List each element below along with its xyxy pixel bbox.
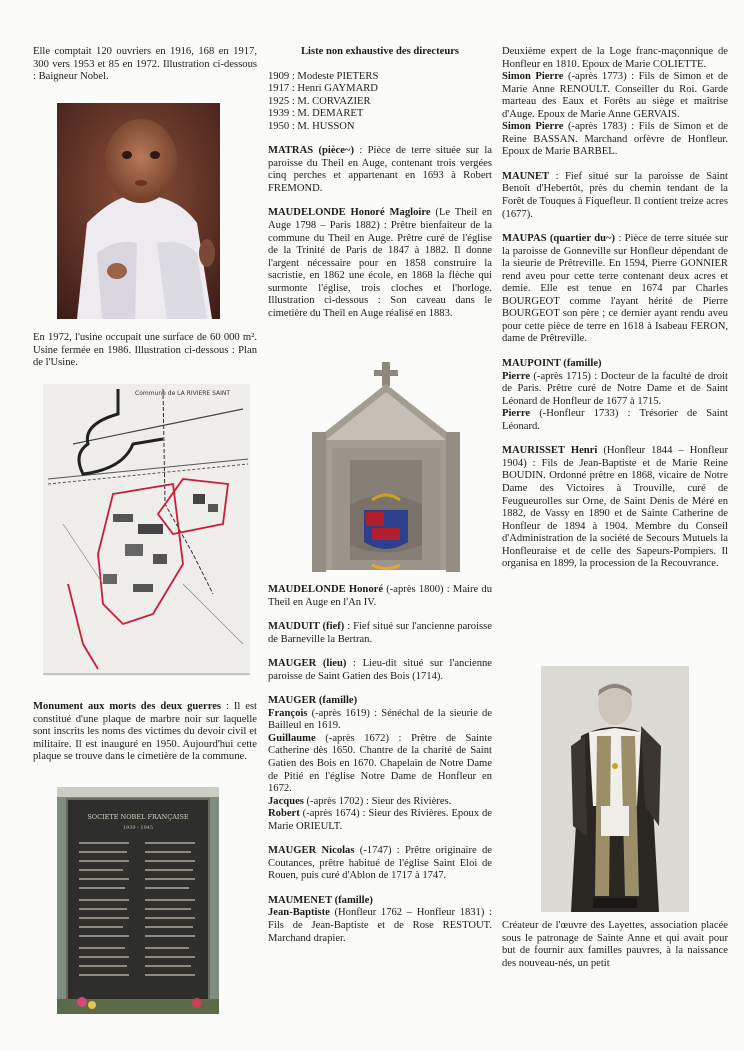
- monument-title: Monument aux morts des deux guerres: [33, 701, 222, 712]
- member-name: Simon Pierre: [502, 121, 564, 133]
- entry-text: (-1747) : Prêtre originaire de Coutances, prêtre habitué de l'église Saint Eloi de Rouen, puis curé d'Ablon de 1717 à 1747.: [268, 845, 492, 882]
- createur-paragraph: Créateur de l'œuvre des Layettes, association placée sous le patronage de Sainte Anne et qui avait pour but de fournir aux familles pauvres, à la naissance des nouveau-nés, un petit: [502, 920, 728, 969]
- entry-mauger-nicolas: [268, 845, 492, 883]
- continued-entry: Deuxième expert de la Loge franc-maçonnique de Honfleur en 1810. Epoux de Marie COLIETTE.: [502, 46, 728, 70]
- member-text: (-après 1783) : Fils de Simon et de Reine BASSAN. Marchand orfèvre de Honfleur. Epoux de Marie BARBEL.: [502, 121, 728, 158]
- family-member: [502, 371, 728, 409]
- factory-paragraph: Elle comptait 120 ouvriers en 1916, 168 en 1917, 300 vers 1953 et 85 en 1972. Illustration ci-dessous : Baigneur Nobel.: [33, 46, 257, 83]
- entry-maudelonde-magloire: [268, 207, 492, 320]
- director-item: 1917 : Henri GAYMARD: [268, 83, 378, 95]
- member-name: Jacques: [268, 795, 304, 807]
- column-right: [502, 46, 728, 571]
- director-item: 1925 : M. CORVAZIER: [268, 95, 371, 107]
- column-left: [33, 46, 257, 84]
- entry-title: MAUDUIT (fief): [268, 621, 345, 633]
- member-name: Guillaume: [268, 732, 316, 744]
- member-text: (-après 1773) : Fils de Simon et de Marie Anne RENOULT. Conseiller du Roi. Garde marteau des Eaux et Forêts au siège et maîtrise d'Auge. Epoux de Marie Anne GERVAIS.: [502, 71, 728, 120]
- member-name: Robert: [268, 808, 300, 820]
- entry-maudelonde-honore: [268, 584, 492, 609]
- member-name: Jean-Baptiste: [268, 907, 330, 919]
- entry-title: MAUNET: [502, 170, 550, 182]
- entry-maupas: [502, 233, 728, 346]
- entry-text: (-après 1800) : Maire du Theil en Auge en l'An IV.: [268, 584, 493, 608]
- factory-plan-map: [43, 384, 250, 676]
- entry-mauger-lieu: [268, 658, 492, 683]
- entry-text: : Fief situé sur l'ancienne paroisse de Barneville la Bertran.: [268, 621, 492, 645]
- member-text: (-après 1672) : Prêtre de Sainte Catherine dès 1650. Chantre de la charité de Saint Gatien des Bois en 1670. Chapelain de Notre Dame de Pitié en l'église Notre Dame de Honfleur en 1672.: [268, 732, 492, 795]
- maurisset-portrait: [541, 666, 689, 912]
- baigneur-doll-photo: [57, 103, 220, 319]
- entry-text: (Honfleur 1844 – Honfleur 1904) : Fils de Jean-Baptiste et de Marie Reine BOUDIN. Ordonné prêtre en 1868, vicaire de Notre Dame des Victoires à Trouville, curé de Feugueurolles sur Orne, de Saint Denis de Méré en 1882, de Vassy en 1890 et de Sainte Catherine de Honfleur de 1894 à 1904. Membre du Conseil d'Administration de la société de Secours Mutuels la Honfleuraise et de celle des Sapeurs-Pompiers. Il organisa en 1899, la procession de la Recouvrance.: [502, 445, 728, 570]
- entry-matras: [268, 145, 492, 195]
- member-text: (-Honfleur 1733) : Trésorier de Saint Léonard.: [502, 408, 728, 432]
- column-middle-lower: [268, 584, 492, 945]
- caveau-photo: [312, 360, 460, 575]
- entry-title: MAUDELONDE Honoré: [268, 584, 384, 595]
- entry-text: : Pièce de terre située sur la paroisse de Gonneville sur Honfleur dépendant de la sieurie de Prêtreville. En 1594, Pierre GONNIER rend aveu pour cette terre contenant deux acres et demie. Elle est tenue en 1674 par Charles BOURGEOT comme l'ayant hérité de Pierre BOURGEOT son père ; ce dernier ayant rendu aveu pour cette pièce de terre en 1618 à Isabeau FERON, dame de Prêtreville.: [502, 233, 729, 345]
- member-text: (-après 1715) : Docteur de la faculté de droit de Paris. Prêtre curé de Notre Dame et de Saint Léonard de Honfleur de 1677 à 1715.: [502, 370, 728, 407]
- family-member: [502, 408, 728, 433]
- entry-title: MAUMENET (famille): [268, 894, 373, 906]
- entry-maurisset: [502, 445, 728, 570]
- entry-text: : Fief situé sur la paroisse de Saint Benoît d'Hebertôt, près du chemin tendant de la Forêt de Touques à Fiquefleur. Il contient treize acres (1677).: [502, 170, 728, 220]
- entry-title: MAUGER Nicolas: [268, 845, 355, 857]
- entry-text: : Lieu-dit situé sur l'ancienne paroisse de Saint Gatien des Bois (1714).: [268, 658, 492, 682]
- family-member: [268, 808, 492, 833]
- member-name: Pierre: [502, 408, 531, 420]
- entry-title: MAUPOINT (famille): [502, 358, 602, 370]
- entry-mauger-famille-title: [268, 695, 492, 708]
- factory-surface-paragraph: En 1972, l'usine occupait une surface de 60 000 m². Usine fermée en 1986. Illustration ci-dessous : Plan de l'Usine.: [33, 332, 257, 369]
- director-item: 1950 : M. HUSSON: [268, 120, 355, 132]
- entry-title: MAUGER (famille): [268, 695, 358, 707]
- entry-title: MAUGER (lieu): [268, 658, 347, 670]
- family-member: [502, 71, 728, 121]
- family-member: [268, 733, 492, 796]
- monument-text: : Il est constitué d'une plaque de marbre noir sur laquelle sont inscrits les noms des victimes du devoir civil et militaire. Il est inauguré en 1950. Aujourd'hui cette plaque se trouve dans le cimetière de la commune.: [33, 701, 257, 763]
- plaque-photo: [57, 787, 219, 1014]
- monument-entry: [33, 701, 257, 764]
- family-member: [502, 121, 728, 159]
- entry-text: (Le Theil en Auge 1798 – Paris 1882) : Prêtre bienfaiteur de la commune du Theil en Auge. Prêtre curé de l'église de la Trinité de Paris de 1847 à 1882. Il donne l'argent nécessaire pour en 1858 construire la sacristie, en 1862 une école, en 1868 la flèche qui surmonte l'église, trois cloches et l'horloge. Illustration ci-dessous : Son caveau dans le cimetière du Theil en Auge réalisé en 1883.: [268, 207, 493, 319]
- entry-title: MAUPAS (quartier du~): [502, 233, 616, 245]
- member-text: (Honfleur 1762 – Honfleur 1831) : Fils de Jean-Baptiste et de Rose RESTOUT. Marchand drapier.: [268, 907, 492, 944]
- family-member: [268, 907, 492, 945]
- director-item: 1939 : M. DEMARET: [268, 108, 364, 120]
- member-text: (-après 1702) : Sieur des Rivières.: [303, 795, 452, 807]
- entry-mauduit: [268, 621, 492, 646]
- member-text: (-après 1674) : Sieur des Rivières. Epoux de Marie ORIEULT.: [268, 808, 492, 832]
- family-member: [268, 796, 492, 809]
- entry-text: : Pièce de terre située sur la paroisse du Theil en Auge, contenant trois vergées cinq perches et appartenant en 1693 à Robert FREMOND.: [268, 145, 492, 194]
- directors-heading: Liste non exhaustive des directeurs: [300, 46, 460, 57]
- member-text: (-après 1619) : Sénéchal de la sieurie de Bailleul en 1619.: [268, 707, 492, 732]
- entry-title: MAURISSET Henri: [502, 445, 598, 457]
- family-member: [268, 708, 492, 733]
- plaque-dates: 1939 - 1945: [122, 825, 154, 831]
- column-middle: [268, 46, 492, 320]
- entry-maunet: [502, 171, 728, 221]
- director-item: 1909 : Modeste PIETERS: [268, 70, 379, 82]
- entry-title: MAUDELONDE Honoré Magloire: [268, 207, 431, 219]
- map-commune-label: Commune de LA RIVIERE SAINT: [135, 390, 231, 397]
- member-name: François: [268, 707, 308, 719]
- entry-title: MATRAS (pièce~): [268, 145, 354, 157]
- member-name: Simon Pierre: [502, 71, 564, 83]
- plaque-title: SOCIETE NOBEL FRANÇAISE: [87, 813, 189, 821]
- member-name: Pierre: [502, 370, 531, 382]
- entry-maupoint-title: [502, 358, 728, 371]
- entry-maumenet-title: [268, 895, 492, 908]
